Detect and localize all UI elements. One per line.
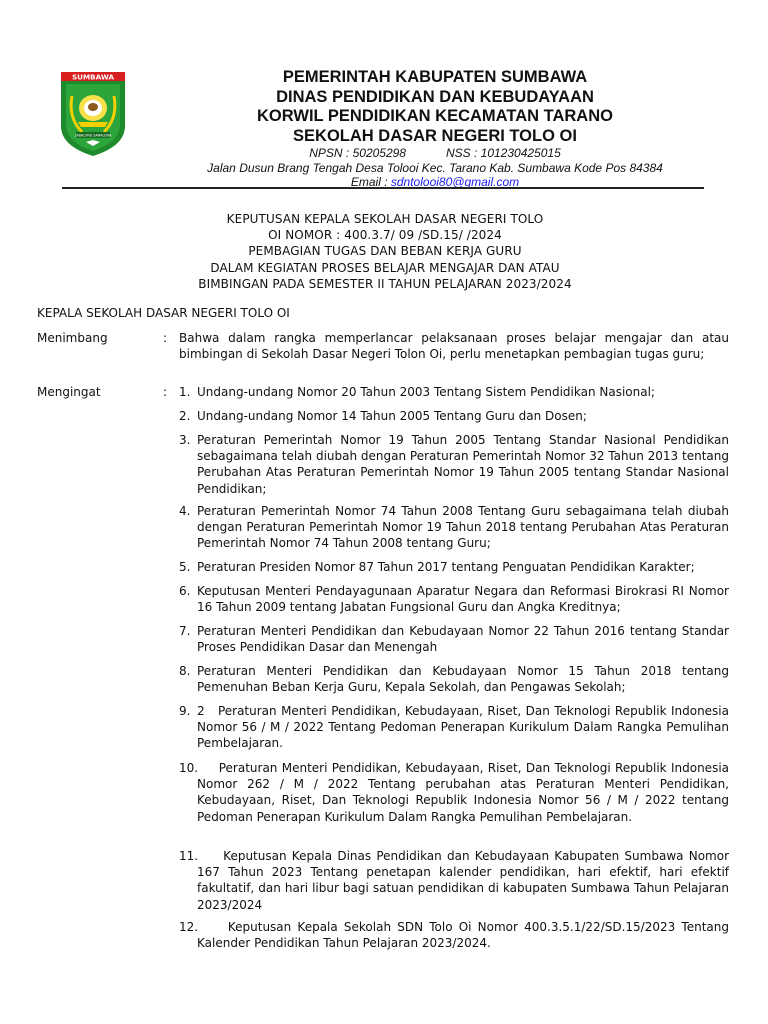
letterhead-school-name: SEKOLAH DASAR NEGERI TOLO OI [293, 126, 577, 145]
letterhead-district-office: KORWIL PENDIDIKAN KECAMATAN TARANO [257, 107, 613, 125]
list-item-number: 11. [179, 849, 199, 863]
decree-issuer: KEPALA SEKOLAH DASAR NEGERI TOLO OI [37, 306, 290, 320]
decree-heading [60, 211, 710, 292]
list-item-text: Peraturan Menteri Pendidikan, Kebudayaan, Riset, Dan Teknologi Republik Indonesia Nomor 262 / M / 2022 Tentang perubahan atas Peraturan Menteri Pendidikan, Kebudayaan, Riset, Dan Teknologi Republik Indonesia Nomor 56 / M / 2022 tentang Pedoman Penerapan Kurikulum Dalam Rangka Pemulihan Pembelajaran. [197, 761, 733, 824]
decree-heading-line: BIMBINGAN PADA SEMESTER II TAHUN PELAJARAN 2023/2024 [198, 276, 572, 291]
nss-number: NSS : 101230425015 [445, 146, 561, 160]
list-item [179, 408, 729, 424]
menimbang-text: Bahwa dalam rangka memperlancar pelaksanaan proses belajar mengajar dan atau bimbingan di Sekolah Dasar Negeri Tolon Oi, perlu menetapkan pembagian tugas guru; [179, 331, 729, 362]
list-item-text: Peraturan Pemerintah Nomor 74 Tahun 2008 Tentang Guru sebagaimana telah diubah dengan Peraturan Pemerintah Nomor 19 Tahun 2018 tentang Perubahan Atas Peraturan Pemerintah Nomor 74 Tahun 2008 tentang Guru; [197, 504, 729, 551]
letterhead-department: DINAS PENDIDIKAN DAN KEBUDAYAAN [276, 87, 594, 106]
list-item [179, 623, 729, 655]
letterhead-address: Jalan Dusun Brang Tengah Desa Tolooi Kec. Tarano Kab. Sumbawa Kode Pos 84384 [207, 160, 663, 175]
list-item-number: 5. [179, 560, 191, 574]
list-item-text: Keputusan Kepala Sekolah SDN Tolo Oi Nomor 400.3.5.1/22/SD.15/2023 Tentang Kalender Pendidikan Tahun Pelajaran 2023/2024. [197, 920, 733, 951]
list-item-text: Peraturan Pemerintah Nomor 19 Tahun 2005 Tentang Standar Nasional Pendidikan sebagaimana telah diubah dengan Peraturan Pemerintah Nomor 32 Tahun 2013 tentang Perubahan Atas Peraturan Pemerintah Nomor 19 Tahun 2005 tentang Standar Nasional Pendidikan; [197, 433, 729, 496]
email-label: Email : [350, 175, 391, 189]
mengingat-colon: : [163, 385, 168, 399]
list-item [179, 848, 733, 913]
list-item [179, 559, 729, 575]
letterhead-divider [62, 187, 704, 189]
list-item [179, 760, 733, 825]
logo-motto: SABALONG SAMALEWA [74, 133, 112, 138]
list-item-text: 2 Peraturan Menteri Pendidikan, Kebudayaan, Riset, Dan Teknologi Republik Indonesia Nomor 56 / M / 2022 Tentang Pedoman Penerapan Kurikulum Dalam Rangka Pemulihan Pembelajaran. [197, 704, 733, 751]
list-item-number: 10. [179, 761, 199, 775]
menimbang-colon: : [163, 331, 168, 345]
list-item-number: 7. [179, 624, 191, 638]
menimbang-label: Menimbang [37, 331, 108, 345]
list-item-text: Keputusan Menteri Pendayagunaan Aparatur Negara dan Reformasi Birokrasi RI Nomor 16 Tahun 2009 tentang Jabatan Fungsional Guru dan Angka Kreditnya; [197, 584, 729, 615]
letterhead-ids [140, 146, 730, 161]
list-item [179, 432, 729, 497]
list-item-number: 4. [179, 504, 191, 518]
logo-text: SUMBAWA [71, 72, 115, 82]
list-item-text: Undang-undang Nomor 20 Tahun 2003 Tentang Sistem Pendidikan Nasional; [197, 385, 655, 399]
list-item-number: 9. [179, 704, 191, 718]
list-item-text: Peraturan Menteri Pendidikan dan Kebudayaan Nomor 22 Tahun 2016 tentang Standar Proses Pendidikan Dasar dan Menengah [197, 624, 729, 655]
decree-heading-line: OI NOMOR : 400.3.7/ 09 /SD.15/ /2024 [268, 228, 502, 243]
list-item [179, 703, 733, 752]
list-item-text: Peraturan Presiden Nomor 87 Tahun 2017 tentang Penguatan Pendidikan Karakter; [197, 560, 695, 574]
list-item [179, 503, 729, 552]
list-item-number: 8. [179, 664, 191, 678]
list-item-number: 12. [179, 920, 199, 934]
decree-heading-line: KEPUTUSAN KEPALA SEKOLAH DASAR NEGERI TOLO [226, 212, 544, 226]
list-item-number: 2. [179, 409, 191, 423]
list-item [179, 583, 729, 615]
list-item [179, 919, 733, 951]
letterhead-government: PEMERINTAH KABUPATEN SUMBAWA [282, 68, 588, 86]
list-item-text: Undang-undang Nomor 14 Tahun 2005 Tentang Guru dan Dosen; [197, 409, 587, 423]
decree-heading-line: PEMBAGIAN TUGAS DAN BEBAN KERJA GURU [248, 244, 522, 259]
list-item [179, 384, 729, 400]
email-link[interactable]: sdntolooi80@gmail.com [390, 175, 520, 189]
list-item-number: 1. [179, 385, 191, 399]
decree-heading-line: DALAM KEGIATAN PROSES BELAJAR MENGAJAR DAN ATAU [210, 260, 560, 275]
list-item-text: Peraturan Menteri Pendidikan dan Kebudayaan Nomor 15 Tahun 2018 tentang Pemenuhan Beban Kerja Guru, Kepala Sekolah, dan Pengawas Sekolah; [197, 664, 729, 695]
npsn-number: NPSN : 50205298 [309, 146, 406, 160]
mengingat-label: Mengingat [37, 385, 101, 399]
list-item-text: Keputusan Kepala Dinas Pendidikan dan Kebudayaan Kabupaten Sumbawa Nomor 167 Tahun 2023 Tentang penetapan kalender pendidikan, hari efektif, hari efektif fakultatif, dan hari libur bagi satuan pendidikan di kabupaten Sumbawa Tahun Pelajaran 2023/2024 [197, 849, 733, 912]
list-item-number: 6. [179, 584, 191, 598]
letterhead [140, 68, 730, 190]
sumbawa-regency-logo [58, 70, 128, 158]
list-item [179, 663, 729, 695]
list-item-number: 3. [179, 433, 191, 447]
